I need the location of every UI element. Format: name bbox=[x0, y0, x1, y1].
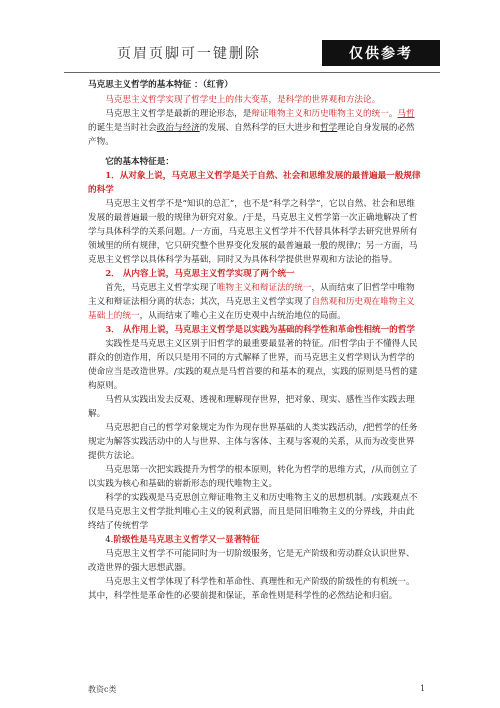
intro-link-zhe: 哲 bbox=[406, 109, 415, 119]
feature-3-paragraph-1: 实践性是马克思主义区别于旧哲学的最重要最显著的特征。/旧哲学由于不懂得人民群众的创造作用，所以只是用不同的方式解释了世界，而马克思主义哲学则认为哲学的使命应当是改造世界。/实践的观点是马哲首要的和基本的观点，实践的原则是马哲的建构原则。 bbox=[88, 339, 418, 391]
feature-1-heading: 1．从对象上说，马克思主义哲学是关于自然、社会和思维发展的最普遍最一般规律的科学 bbox=[88, 171, 421, 195]
intro-text: 马克思主义哲学是最新的理论形态，是 bbox=[105, 109, 252, 119]
page-header bbox=[64, 40, 440, 66]
document-body bbox=[88, 78, 423, 603]
intro-paragraph-1: 马克思主义哲学实现了哲学史上的伟大变革，是科学的世界观和方法论。 bbox=[105, 95, 381, 105]
intro-link-politics: 政治与经济 bbox=[156, 123, 200, 133]
section-heading: 它的基本特征是： bbox=[105, 157, 174, 167]
intro-text: 理论自身发展的必然产物。 bbox=[88, 123, 415, 147]
feature-4-heading bbox=[88, 533, 423, 547]
feature-2-text: ，从而结束了唯心主义在历史观中占统治地位的局面。 bbox=[139, 311, 346, 321]
intro-paragraph-2 bbox=[88, 107, 423, 149]
header-badge: 仅供参考 bbox=[322, 40, 440, 66]
doc-title: 马克思主义哲学的基本特征 ：（红背） bbox=[88, 80, 233, 90]
feature-2-paragraph bbox=[88, 281, 423, 323]
feature-1-paragraph: 马克思主义哲学不是“知识的总汇”，也不是“科学之科学”，它以自然、社会和思维发展的最普遍最一般的规律为研究对象。/于是，马克思主义哲学第一次正确地解决了哲学与具体科学的关系问题。/一方面，马克思主义哲学并不代替具体科学去研究世界所有领域里的所有规律，它只研究整个世界变化发展的最普遍最一般的规律/；另一方面，马克思主义哲学以具体科学为基础，同时又为具体科学提供世界观和方法论的指导。 bbox=[88, 199, 418, 265]
feature-4-title: 阶级性是马克思主义哲学又一显著特征 bbox=[113, 535, 260, 545]
feature-3-heading: 3． 从作用上说，马克思主义哲学是以实践为基础的科学性和革命性相统一的哲学 bbox=[105, 325, 415, 335]
feature-4-paragraph-1: 马克思主义哲学不可能同时为一切阶级服务，它是无产阶级和劳动群众认识世界、改造世界的强大思想武器。 bbox=[88, 549, 415, 573]
intro-link-ma: 马 bbox=[397, 109, 407, 119]
intro-highlight: 辩证唯物主义和历史唯物主义的统一 bbox=[251, 109, 389, 119]
feature-4-paragraph-2: 马克思主义哲学体现了科学性和革命性、真理性和无产阶级的阶级性的有机统一。其中，科学性是革命性的必要前提和保证，革命性则是科学性的必然结论和归宿。 bbox=[88, 577, 415, 601]
feature-3-paragraph-3: 马克思把自己的哲学对象规定为作为现存世界基础的人类实践活动，/把哲学的任务规定为解答实践活动中的人与世界、主体与客体、主观与客观的关系，从而为改变世界提供方法论。 bbox=[88, 423, 418, 461]
footer-label: 教资c类 bbox=[88, 685, 117, 694]
intro-text: 的发展、自然科学的巨大进步和 bbox=[199, 123, 321, 133]
page-number: 1 bbox=[420, 684, 426, 693]
header-text: 页眉页脚可一键删除 bbox=[117, 46, 261, 62]
intro-text: 。 bbox=[388, 109, 398, 119]
intro-text: 的诞生是当时社会 bbox=[88, 123, 157, 133]
feature-3-paragraph-4: 马克思第一次把实践提升为哲学的根本原则，转化为哲学的思维方式，/从而创立了以实践为核心和基础的崭新形态的现代唯物主义。 bbox=[88, 465, 418, 489]
feature-3-paragraph-5: 科学的实践观是马克思创立辩证唯物主义和历史唯物主义的思想机制。/实践观点不仅是马克思主义哲学批判唯心主义的锐利武器，而且是同旧唯物主义的分界线，并由此终结了传统哲学 bbox=[88, 493, 418, 531]
feature-2-heading: 2． 从内容上说，马克思主义哲学实现了两个统一 bbox=[105, 269, 295, 279]
intro-link-philosophy: 哲学 bbox=[320, 123, 338, 133]
feature-2-highlight: 自然观和历史观在唯物主义基础上的统一 bbox=[88, 297, 415, 321]
feature-3-paragraph-2: 马哲从实践出发去反观、透视和理解现存世界，把对象、现实、感性当作实践去理解。 bbox=[88, 395, 415, 419]
feature-2-text: ，从而结束了旧哲学中唯物主义和辩证法相分离的状态；其次，马克思主义哲学实现了 bbox=[88, 283, 415, 307]
feature-2-text: 首先，马克思主义哲学实现了 bbox=[105, 283, 217, 293]
header-divider bbox=[64, 72, 440, 73]
feature-2-highlight: 唯物主义和辩证法的统一 bbox=[216, 283, 312, 293]
feature-4-number: 4. bbox=[105, 535, 114, 545]
